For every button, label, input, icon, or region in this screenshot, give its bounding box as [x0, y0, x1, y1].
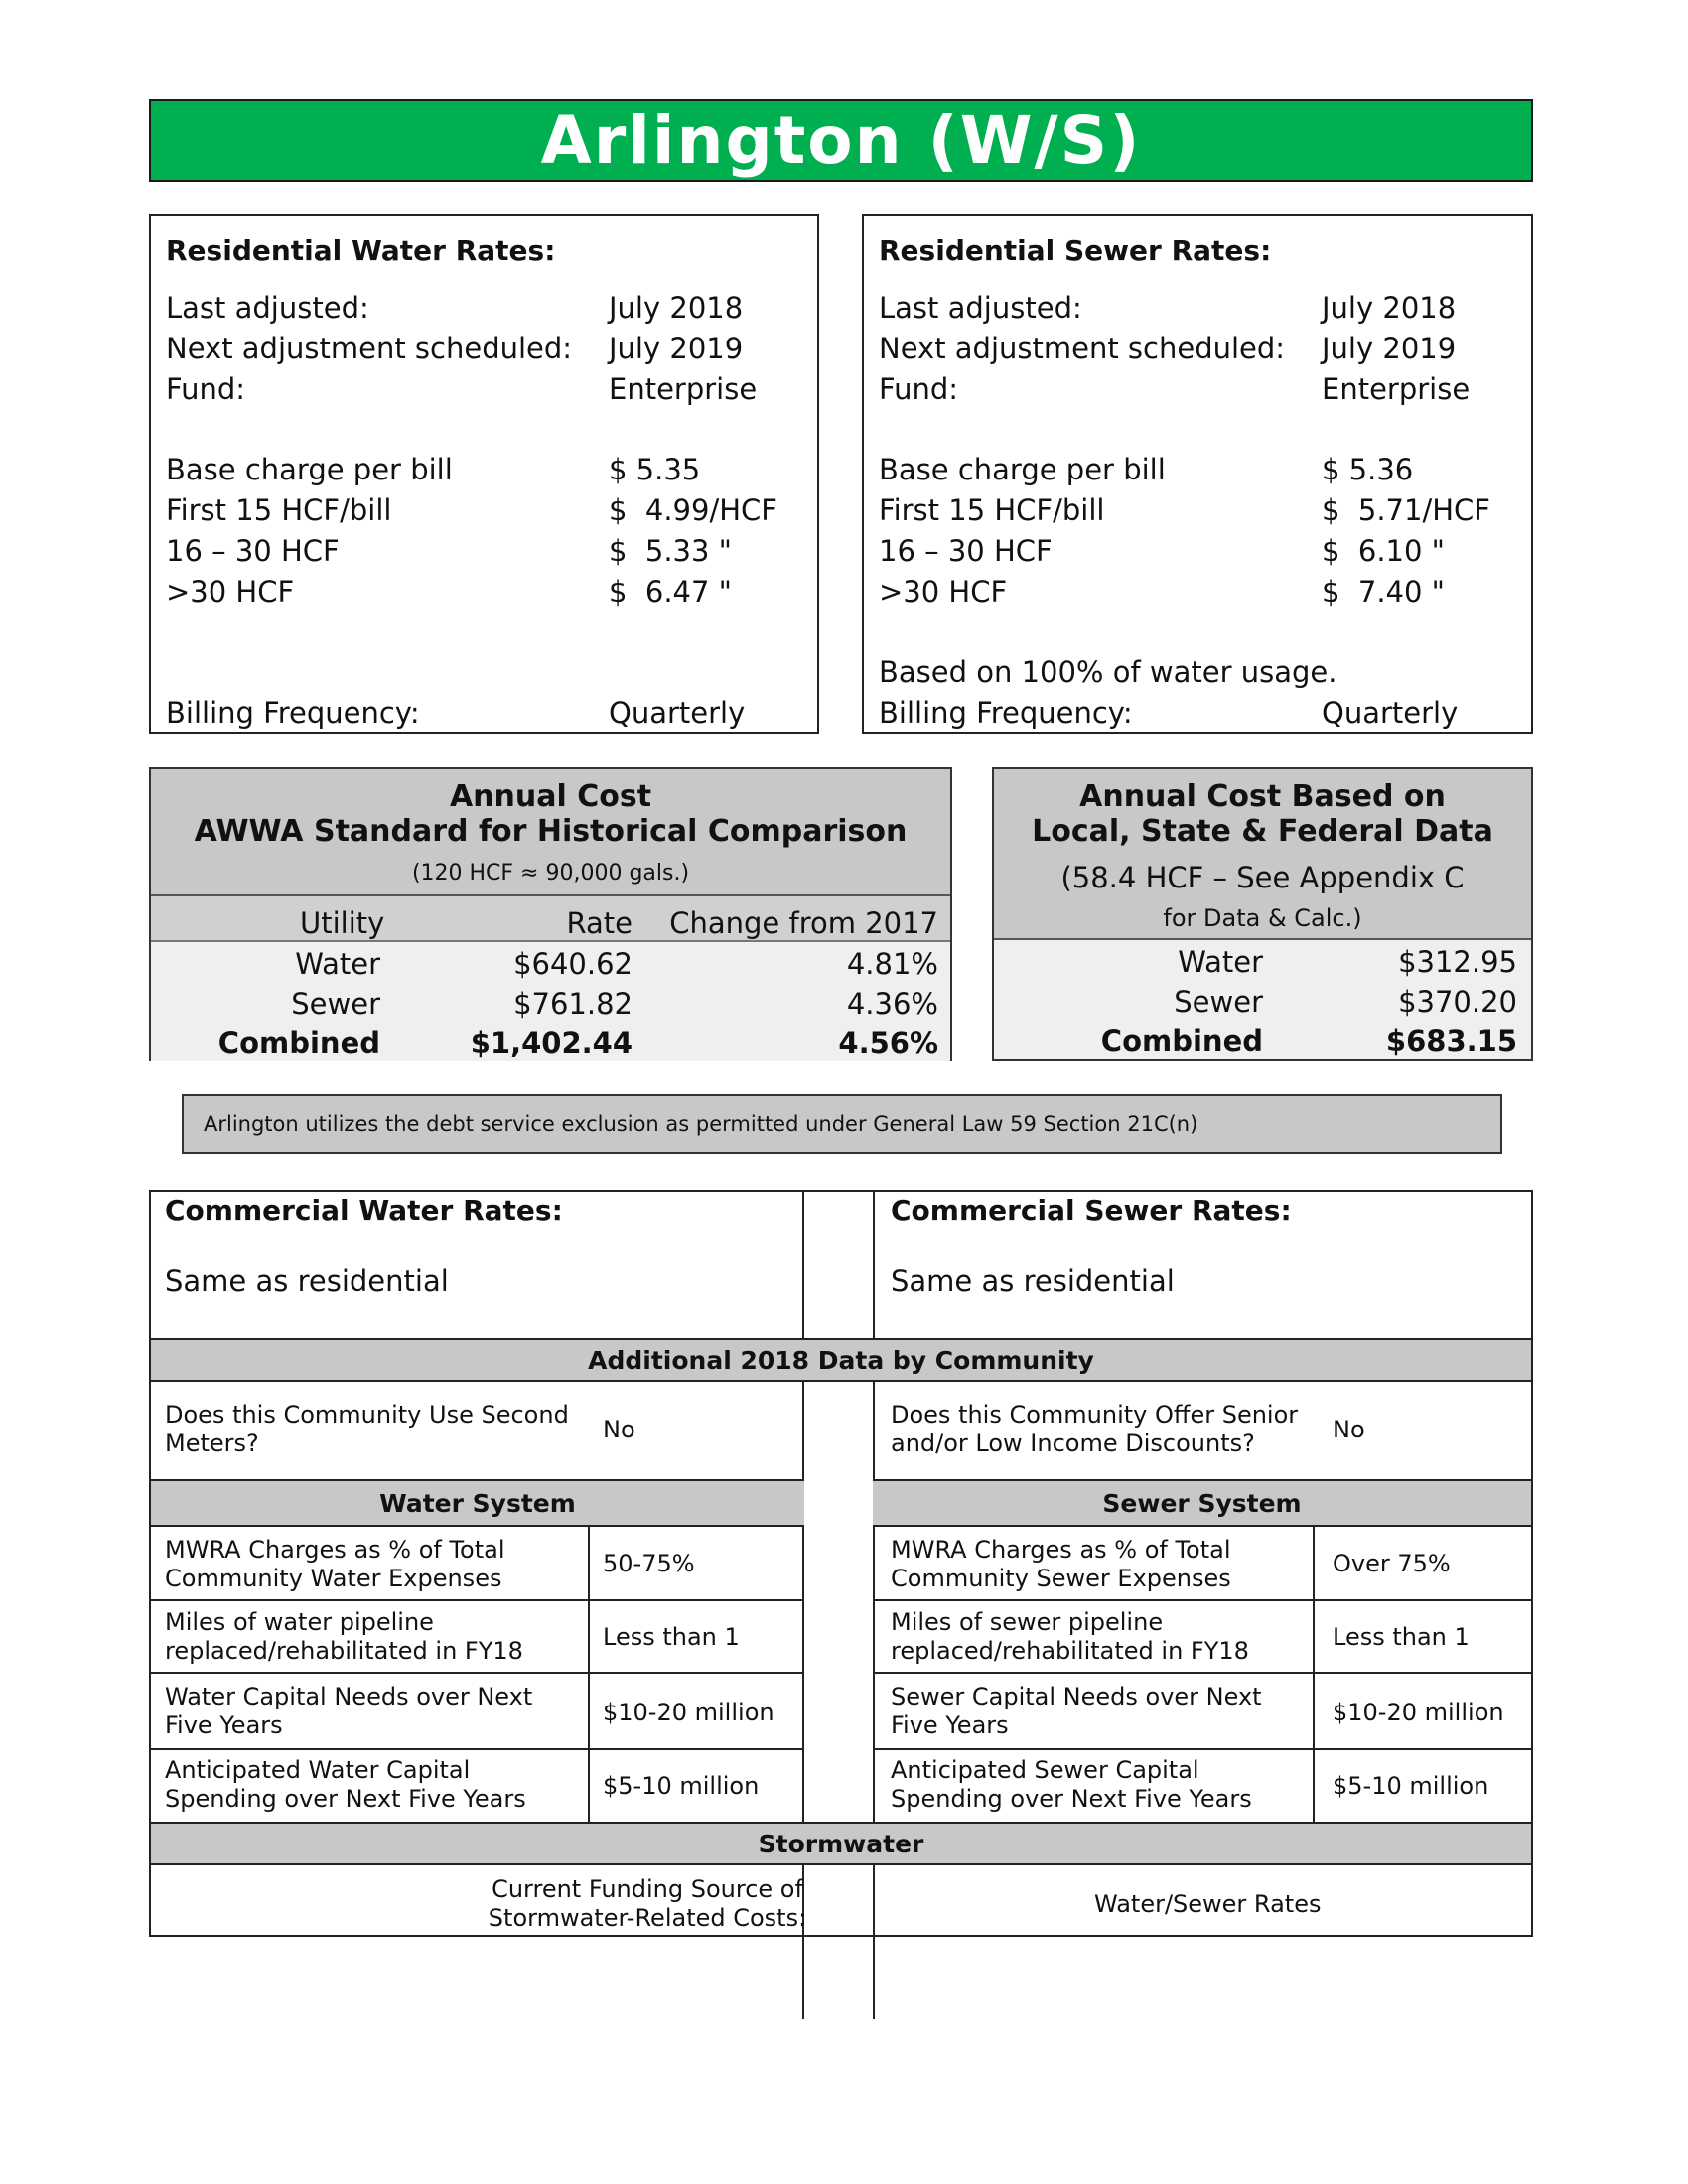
sewer-row-label: Anticipated Sewer Capital Spending over Next Five Years: [891, 1756, 1252, 1813]
sewer-system-header: [873, 1479, 1531, 1527]
label: Base charge per bill: [879, 453, 1166, 486]
sewer-row-value: Over 75%: [1333, 1550, 1451, 1577]
local-subtitle-line2: for Data & Calc.): [1163, 904, 1362, 932]
water-system-title: Water System: [379, 1488, 576, 1518]
col-change: Change from 2017: [669, 906, 938, 940]
debt-note-text: Arlington utilizes the debt service exclusion as permitted under General Law 59 Section 21C(n): [204, 1112, 1198, 1136]
awwa-water-change: 4.81%: [846, 947, 938, 981]
awwa-combined-change: 4.56%: [838, 1026, 938, 1060]
local-combined-utility: Combined: [1100, 1024, 1263, 1058]
awwa-column-headers: [151, 896, 950, 942]
local-sewer-cost: $370.20: [1398, 985, 1517, 1019]
value: $ 5.35: [609, 453, 701, 486]
additional-data-title: Additional 2018 Data by Community: [588, 1345, 1094, 1375]
awwa-sewer-change: 4.36%: [846, 987, 938, 1021]
sewer-tier2-row: [879, 534, 1521, 572]
stormwater-header: [151, 1822, 1531, 1865]
awwa-water-rate: $640.62: [513, 947, 633, 981]
stormwater-funding-value: Water/Sewer Rates: [1094, 1890, 1322, 1918]
value: $ 6.10 ": [1322, 534, 1446, 568]
value: $ 4.99/HCF: [609, 493, 777, 527]
water-billing-row: [166, 696, 807, 734]
label: Last adjusted:: [166, 291, 369, 325]
senior-discounts-answer: No: [1333, 1416, 1365, 1443]
divider: [151, 1672, 804, 1674]
local-water-cost: $312.95: [1398, 945, 1517, 979]
awwa-header: [151, 769, 950, 896]
water-tier1-row: [166, 493, 807, 531]
value: July 2018: [609, 291, 744, 325]
additional-data-header: [151, 1338, 1531, 1382]
local-body: [994, 940, 1531, 1059]
senior-discounts-question: Does this Community Offer Senior and/or Low Income Discounts?: [891, 1401, 1299, 1457]
sewer-row-label: Miles of sewer pipeline replaced/rehabilitated in FY18: [891, 1608, 1249, 1665]
label: First 15 HCF/bill: [879, 493, 1105, 527]
second-meters-answer: No: [603, 1416, 635, 1443]
label: Last adjusted:: [879, 291, 1082, 325]
water-base-charge-row: [166, 453, 807, 490]
value: Quarterly: [609, 696, 746, 730]
col-utility: Utility: [300, 906, 385, 940]
label: Base charge per bill: [166, 453, 453, 486]
residential-sewer-box: [862, 214, 1533, 734]
water-tier2-row: [166, 534, 807, 572]
divider: [873, 1748, 1531, 1750]
label: Next adjustment scheduled:: [879, 332, 1286, 365]
commercial-sewer-text: Same as residential: [891, 1264, 1175, 1297]
label: Fund:: [166, 372, 246, 406]
commercial-sewer-header: Commercial Sewer Rates:: [891, 1194, 1292, 1227]
value: July 2018: [1322, 291, 1457, 325]
label: Billing Frequency:: [166, 696, 420, 730]
local-title-line2: Local, State & Federal Data: [1032, 814, 1493, 849]
local-header: [994, 769, 1531, 940]
commercial-and-additional-table: [149, 1190, 1533, 1937]
sewer-fund-row: [879, 372, 1521, 410]
water-next-adjustment-row: [166, 332, 807, 369]
water-row-label: Miles of water pipeline replaced/rehabilitated in FY18: [165, 1608, 523, 1665]
residential-sewer-header: Residential Sewer Rates:: [879, 234, 1272, 267]
divider: [873, 1599, 1531, 1601]
sewer-billing-row: [879, 696, 1521, 734]
value: July 2019: [1322, 332, 1457, 365]
debt-exclusion-note: [182, 1094, 1502, 1154]
local-subtitle-line1: (58.4 HCF – See Appendix C: [1060, 861, 1465, 894]
label: Next adjustment scheduled:: [166, 332, 573, 365]
awwa-body: [151, 942, 950, 1061]
title-banner: [149, 99, 1533, 182]
value: $ 5.33 ": [609, 534, 733, 568]
divider: [873, 1192, 875, 1338]
sewer-row-label: Sewer Capital Needs over Next Five Years: [891, 1683, 1262, 1739]
stormwater-funding-label: Current Funding Source of Stormwater-Related Costs:: [488, 1875, 807, 1932]
stormwater-title: Stormwater: [758, 1829, 924, 1858]
sewer-tier3-row: [879, 575, 1521, 613]
label: >30 HCF: [879, 575, 1008, 609]
value: $ 5.71/HCF: [1322, 493, 1490, 527]
divider: [873, 1672, 1531, 1674]
commercial-water-text: Same as residential: [165, 1264, 449, 1297]
commercial-water-header: Commercial Water Rates:: [165, 1194, 563, 1227]
label: 16 – 30 HCF: [166, 534, 340, 568]
sewer-base-charge-row: [879, 453, 1521, 490]
local-combined-cost: $683.15: [1385, 1024, 1517, 1058]
sewer-next-adjustment-row: [879, 332, 1521, 369]
sewer-row-value: $10-20 million: [1333, 1699, 1504, 1726]
water-tier3-row: [166, 575, 807, 613]
sewer-row-label: MWRA Charges as % of Total Community Sewer Expenses: [891, 1536, 1231, 1592]
awwa-title-line1: Annual Cost: [449, 779, 652, 814]
label: First 15 HCF/bill: [166, 493, 392, 527]
awwa-sewer-utility: Sewer: [291, 987, 380, 1021]
divider: [151, 1748, 804, 1750]
residential-water-box: [149, 214, 819, 734]
divider: [151, 1599, 804, 1601]
sewer-last-adjusted-row: [879, 291, 1521, 329]
col-rate: Rate: [566, 906, 633, 940]
water-fund-row: [166, 372, 807, 410]
sewer-row-value: Less than 1: [1333, 1623, 1470, 1651]
water-row-value: Less than 1: [603, 1623, 740, 1651]
value: Enterprise: [1322, 372, 1471, 406]
water-last-adjusted-row: [166, 291, 807, 329]
water-row-value: 50-75%: [603, 1550, 695, 1577]
awwa-combined-utility: Combined: [217, 1026, 380, 1060]
value: Enterprise: [609, 372, 758, 406]
sewer-usage-note-row: [879, 655, 1521, 693]
divider: [873, 1372, 875, 2019]
sewer-tier1-row: [879, 493, 1521, 531]
residential-water-header: Residential Water Rates:: [166, 234, 556, 267]
awwa-water-utility: Water: [295, 947, 380, 981]
divider: [588, 1527, 590, 1822]
water-row-label: Anticipated Water Capital Spending over Next Five Years: [165, 1756, 526, 1813]
value: $ 5.36: [1322, 453, 1414, 486]
value: $ 6.47 ": [609, 575, 733, 609]
second-meters-question: Does this Community Use Second Meters?: [165, 1401, 569, 1457]
usage-note: Based on 100% of water usage.: [879, 655, 1337, 689]
divider: [1313, 1527, 1315, 1822]
value: Quarterly: [1322, 696, 1459, 730]
label: 16 – 30 HCF: [879, 534, 1053, 568]
water-system-header: [151, 1479, 804, 1527]
awwa-sewer-rate: $761.82: [513, 987, 633, 1021]
label: Fund:: [879, 372, 959, 406]
awwa-subtitle: (120 HCF ≈ 90,000 gals.): [411, 861, 690, 886]
local-water-utility: Water: [1178, 945, 1263, 979]
sewer-system-title: Sewer System: [1102, 1488, 1302, 1518]
awwa-combined-rate: $1,402.44: [470, 1026, 633, 1060]
page-title: Arlington (W/S): [540, 101, 1142, 179]
local-sewer-utility: Sewer: [1174, 985, 1263, 1019]
label: Billing Frequency:: [879, 696, 1133, 730]
sewer-row-value: $5-10 million: [1333, 1772, 1489, 1800]
awwa-annual-cost-box: [149, 767, 952, 1061]
value: July 2019: [609, 332, 744, 365]
water-row-label: Water Capital Needs over Next Five Years: [165, 1683, 533, 1739]
local-title-line1: Annual Cost Based on: [1079, 779, 1446, 814]
water-row-label: MWRA Charges as % of Total Community Water Expenses: [165, 1536, 505, 1592]
awwa-title-line2: AWWA Standard for Historical Comparison: [194, 814, 908, 849]
label: >30 HCF: [166, 575, 295, 609]
value: $ 7.40 ": [1322, 575, 1446, 609]
divider: [802, 1192, 804, 1338]
local-annual-cost-box: [992, 767, 1533, 1061]
water-row-value: $5-10 million: [603, 1772, 760, 1800]
water-row-value: $10-20 million: [603, 1699, 774, 1726]
